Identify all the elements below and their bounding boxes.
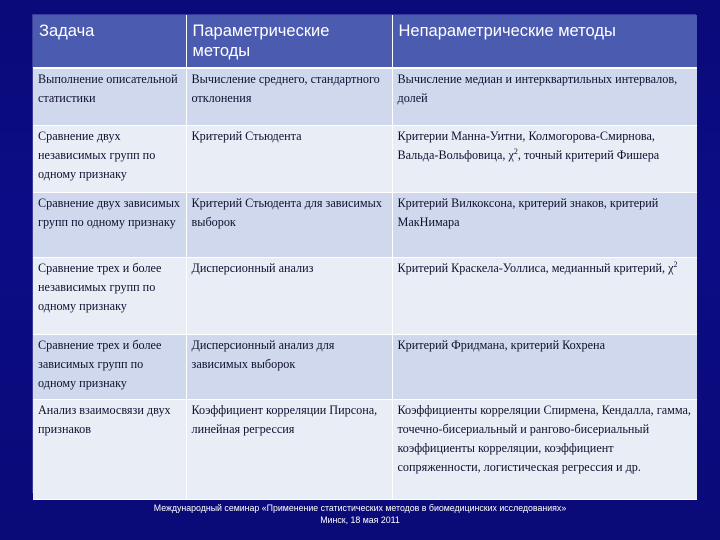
task-cell: Анализ взаимосвязи двух признаков [33, 400, 186, 500]
header-parametric: Параметрические методы [186, 15, 392, 68]
nonparametric-cell: Критерии Манна-Уитни, Колмогорова-Смирнова, Вальда-Вольфовица, $\chi^2$, точный критерий Фишера [392, 126, 697, 193]
methods-table [33, 15, 697, 500]
task-cell: Сравнение двух независимых групп по одному признаку [33, 126, 186, 193]
task-cell: Выполнение описательной статистики [33, 68, 186, 126]
parametric-cell: Дисперсионный анализ [186, 258, 392, 335]
parametric-cell: Критерий Стьюдента для зависимых выборок [186, 193, 392, 258]
parametric-cell: Критерий Стьюдента [186, 126, 392, 193]
methods-table-container [32, 14, 696, 493]
nonparametric-cell: Критерий Краскела-Уоллиса, медианный критерий, $\chi^2$ [392, 258, 697, 335]
table-row [33, 193, 697, 258]
nonparametric-cell: Коэффициенты корреляции Спирмена, Кендалла, гамма, точечно-бисериальный и рангово-бисериальный коэффициенты корреляции, коэффициент сопряженности, логистическая регрессия и др. [392, 400, 697, 500]
superscript-two: 2 [673, 259, 678, 269]
table-row [33, 68, 697, 126]
footer-place-date: Минск, 18 мая 2011 [320, 515, 400, 525]
task-cell: Сравнение трех и более независимых групп по одному признаку [33, 258, 186, 335]
table-row [33, 126, 697, 193]
slide-footer [0, 502, 720, 526]
nonparametric-cell: Критерий Вилкоксона, критерий знаков, критерий МакНимара [392, 193, 697, 258]
nonparametric-cell: Критерий Фридмана, критерий Кохрена [392, 335, 697, 400]
table-row [33, 335, 697, 400]
header-nonparametric: Непараметрические методы [392, 15, 697, 68]
table-row [33, 258, 697, 335]
task-cell: Сравнение трех и более зависимых групп по одному признаку [33, 335, 186, 400]
table-header-row [33, 15, 697, 68]
parametric-cell: Дисперсионный анализ для зависимых выборок [186, 335, 392, 400]
table-row [33, 400, 697, 500]
superscript-two: 2 [513, 146, 518, 156]
parametric-cell: Коэффициент корреляции Пирсона, линейная регрессия [186, 400, 392, 500]
nonparametric-cell: Вычисление медиан и интерквартильных интервалов, долей [392, 68, 697, 126]
footer-seminar-title: Международный семинар «Применение статистических методов в биомедицинских исследованиях» [153, 503, 567, 513]
header-task: Задача [33, 15, 186, 68]
task-cell: Сравнение двух зависимых групп по одному признаку [33, 193, 186, 258]
parametric-cell: Вычисление среднего, стандартного отклонения [186, 68, 392, 126]
